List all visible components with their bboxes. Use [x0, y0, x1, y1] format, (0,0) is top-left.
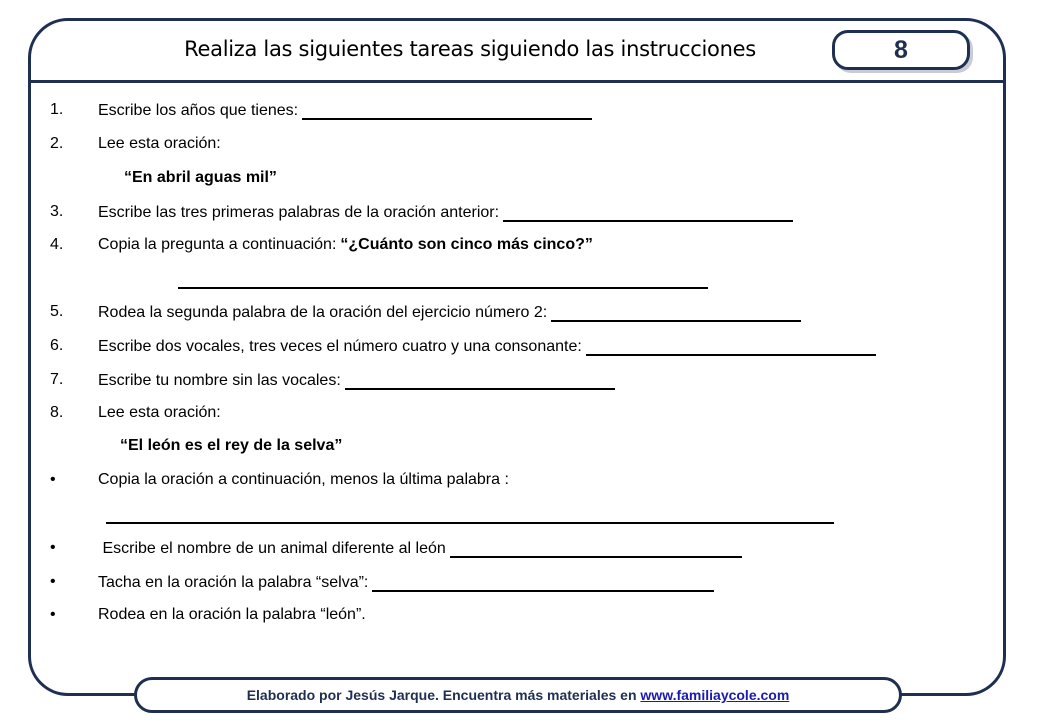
- bullet: •: [50, 471, 56, 488]
- footer-text: Elaborado por Jesús Jarque. Encuentra más materiales en: [246, 687, 641, 703]
- task-text: Lee esta oración:: [98, 404, 221, 421]
- task-number: 7.: [50, 371, 64, 388]
- answer-line[interactable]: [302, 101, 592, 120]
- task-text: Escribe dos vocales, tres veces el número cuatro y una consonante:: [98, 338, 582, 355]
- page-title: Realiza las siguientes tareas siguiendo las instrucciones: [184, 37, 756, 61]
- task-text: Lee esta oración:: [98, 135, 221, 152]
- header-divider: [28, 80, 1006, 83]
- task-number: 2.: [50, 135, 64, 152]
- bullet: •: [50, 539, 56, 556]
- task-text: Copia la oración a continuación, menos la última palabra :: [98, 471, 509, 488]
- task-number: 4.: [50, 236, 64, 253]
- task-text: Escribe el nombre de un animal diferente al león: [98, 540, 446, 557]
- footer-credit: [134, 677, 902, 713]
- task-number: 8.: [50, 404, 64, 421]
- task-number: 6.: [50, 337, 64, 354]
- task-text: Tacha en la oración la palabra “selva”:: [98, 574, 369, 591]
- quote-text: “El león es el rey de la selva”: [120, 437, 343, 454]
- task-number: 3.: [50, 203, 64, 220]
- task-text: Escribe las tres primeras palabras de la oración anterior:: [98, 204, 500, 221]
- task-number: 1.: [50, 101, 64, 118]
- answer-line[interactable]: [345, 371, 615, 390]
- answer-line[interactable]: [586, 337, 876, 356]
- bullet: •: [50, 606, 56, 623]
- task-number: 5.: [50, 303, 64, 320]
- task-text: Copia la pregunta a continuación:: [98, 236, 337, 253]
- answer-line[interactable]: [551, 303, 801, 322]
- answer-line[interactable]: [503, 203, 793, 222]
- page-number-badge: 8: [832, 30, 970, 70]
- answer-line[interactable]: [106, 522, 834, 524]
- task-text: Rodea la segunda palabra de la oración del ejercicio número 2:: [98, 304, 548, 321]
- question-text: “¿Cuánto son cinco más cinco?”: [340, 236, 593, 253]
- bullet: •: [50, 573, 56, 590]
- task-text: Rodea en la oración la palabra “león”.: [98, 606, 366, 623]
- task-text: Escribe tu nombre sin las vocales:: [98, 372, 341, 389]
- answer-line[interactable]: [178, 287, 708, 289]
- answer-line[interactable]: [450, 539, 742, 558]
- task-text: Escribe los años que tienes:: [98, 102, 299, 119]
- answer-line[interactable]: [372, 573, 714, 592]
- quote-text: “En abril aguas mil”: [124, 169, 277, 186]
- footer-link[interactable]: www.familiaycole.com: [640, 687, 790, 703]
